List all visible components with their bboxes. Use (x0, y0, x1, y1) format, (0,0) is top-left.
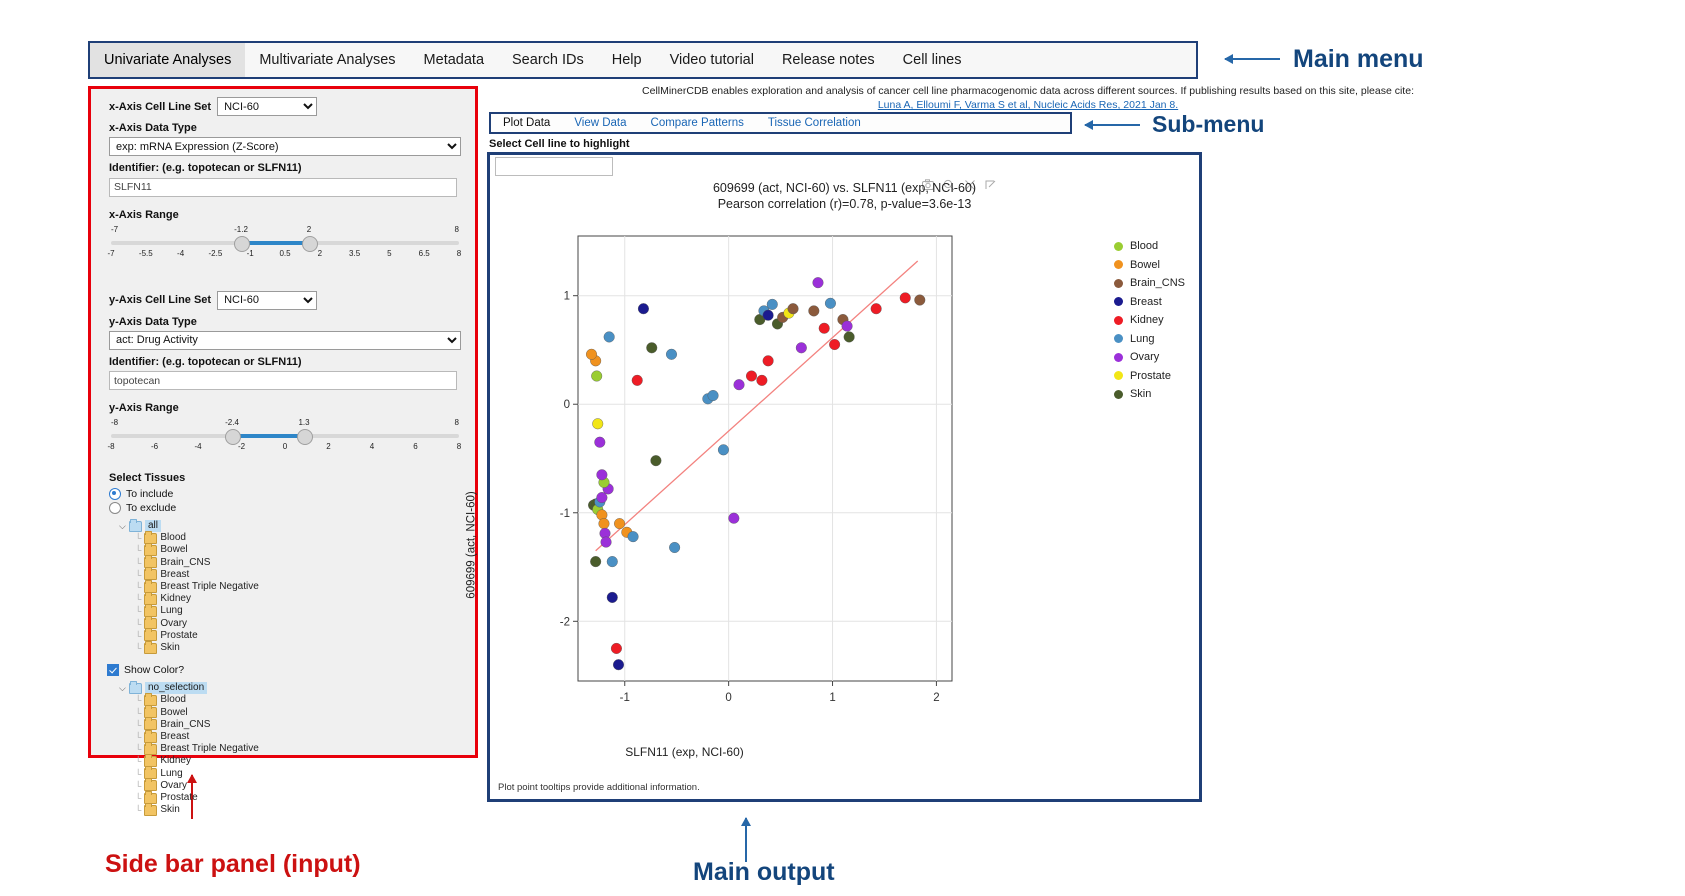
tissue-exclude-radio-row[interactable] (109, 502, 465, 514)
svg-text:-1: -1 (559, 507, 570, 520)
x-slider-value-min: -1.2 (234, 224, 248, 234)
x-cellline-row (109, 97, 465, 116)
show-color-label: Show Color? (124, 664, 185, 677)
svg-text:-1: -1 (619, 692, 630, 704)
tree-item-skin[interactable] (135, 642, 465, 654)
tree-item-label: Breast (160, 731, 190, 743)
legend-color-dot (1114, 390, 1123, 399)
slider-tick: -5.5 (138, 248, 153, 258)
select-tissues-title: Select Tissues (109, 472, 186, 484)
svg-text:-2: -2 (559, 616, 570, 629)
annotation-arrow-main-menu (1225, 58, 1280, 60)
y-axis-title: 609699 (act, NCI-60) (465, 491, 478, 599)
tissue-exclude-label: To exclude (126, 502, 177, 514)
x-range-label: x-Axis Range (109, 208, 179, 221)
tree-item-label: Brain_CNS (160, 556, 211, 568)
annotation-sub-menu: Sub-menu (1152, 111, 1265, 137)
tree-item-label: Breast Triple Negative (160, 743, 259, 755)
sub-menu-item-compare-patterns[interactable]: Compare Patterns (650, 117, 744, 129)
tree-item-ovary[interactable] (135, 780, 465, 792)
y-datatype-label: y-Axis Data Type (109, 315, 197, 328)
annotation-sidebar: Side bar panel (input) (105, 850, 361, 878)
annotation-main-menu: Main menu (1293, 45, 1424, 73)
tree-item-label: Prostate (160, 792, 198, 804)
slider-tick: 0 (282, 442, 288, 451)
legend-color-dot (1114, 371, 1123, 380)
slider-tick: -4 (194, 442, 202, 451)
tree-branch-icon: └ (135, 768, 142, 779)
tree-branch-icon: └ (135, 618, 142, 629)
tree-item-label: Lung (160, 605, 183, 617)
slider-tick: 5 (387, 248, 392, 258)
folder-icon (144, 582, 157, 593)
sub-menu-item-view-data[interactable]: View Data (574, 117, 627, 129)
main-menu-item-cell-lines[interactable]: Cell lines (902, 52, 962, 68)
slider-tick: 6.5 (418, 248, 430, 258)
legend-item-breast[interactable] (1114, 293, 1185, 312)
x-slider-fill (241, 241, 309, 245)
legend-label: Prostate (1129, 369, 1171, 382)
slider-tick: -1 (246, 248, 254, 258)
tree-item-brain_cns[interactable] (135, 557, 465, 569)
folder-icon (144, 630, 157, 641)
legend-color-dot (1114, 316, 1123, 325)
slider-tick: -8 (107, 442, 115, 451)
legend-color-dot (1114, 260, 1123, 269)
legend-item-brain_cns[interactable] (1114, 274, 1185, 293)
y-cellline-row (109, 291, 465, 310)
annotation-arrow-sub-menu (1085, 124, 1140, 126)
main-menu-item-search-ids[interactable]: Search IDs (512, 52, 584, 68)
tree-branch-icon: └ (135, 744, 142, 755)
svg-text:1: 1 (829, 692, 836, 704)
legend-color-dot (1114, 279, 1123, 288)
folder-icon (144, 643, 157, 654)
folder-icon (144, 780, 157, 791)
select-cell-input[interactable] (495, 157, 613, 176)
annotation-arrow-main-output (745, 818, 747, 862)
y-identifier-label: Identifier: (e.g. topotecan or SLFN11) (109, 355, 302, 368)
slider-tick: 6 (413, 442, 418, 451)
tree-branch-icon: └ (135, 695, 142, 706)
tree-item-blood[interactable] (135, 694, 465, 706)
tree-branch-icon: └ (135, 533, 142, 544)
tree-item-prostate[interactable] (135, 792, 465, 804)
legend-label: Skin (1129, 388, 1152, 401)
slider-tick: 0.5 (279, 248, 291, 258)
y-slider-value-max: 1.3 (298, 418, 310, 427)
tree-item-label: Lung (160, 767, 183, 779)
x-identifier-label: Identifier: (e.g. topotecan or SLFN11) (109, 162, 302, 174)
tree-item-prostate[interactable] (135, 630, 465, 642)
tree-item-label: Breast (160, 568, 190, 580)
tree-branch-icon: └ (135, 582, 142, 593)
tree-item-label: Kidney (160, 755, 191, 767)
folder-icon (144, 805, 157, 816)
tree-item-breast[interactable] (135, 731, 465, 743)
citation-link[interactable]: Luna A, Elloumi F, Varma S et al, Nucleic Acids Res, 2021 Jan 8. (877, 99, 1179, 112)
tree-item-label: Skin (160, 804, 180, 816)
slider-tick: -2 (237, 442, 246, 451)
tree-branch-icon: └ (135, 557, 142, 568)
sub-menu (489, 112, 1072, 134)
y-slider-value-min: -2.4 (225, 418, 239, 427)
main-output-panel (465, 152, 1202, 802)
tree-item-label: Kidney (160, 593, 191, 605)
tree-root-label: no_selection (145, 682, 207, 694)
x-datatype-label: x-Axis Data Type (109, 122, 197, 134)
main-menu-item-metadata[interactable]: Metadata (423, 52, 485, 68)
slider-tick: -2.5 (208, 248, 223, 258)
tree-root-label: all (145, 520, 161, 532)
tree-item-breast-triple-negative[interactable] (135, 581, 465, 593)
legend-item-kidney[interactable] (1114, 311, 1185, 330)
legend-label: Blood (1129, 240, 1159, 253)
tissue-include-label: To include (126, 488, 174, 500)
svg-text:0: 0 (725, 692, 732, 704)
scatter-plot-svg (490, 181, 1199, 771)
y-range-slider[interactable] (107, 418, 462, 458)
legend-item-lung[interactable] (1114, 330, 1185, 349)
main-menu (88, 41, 1198, 79)
y-cellline-select[interactable] (217, 291, 317, 310)
tree-item-label: Ovary (160, 617, 188, 629)
legend-item-bowel[interactable] (1114, 256, 1185, 275)
y-slider-ticks (107, 442, 462, 454)
legend-color-dot (1114, 334, 1123, 343)
svg-text:2: 2 (933, 692, 940, 704)
slider-tick: 2 (326, 442, 331, 451)
tree-item-label: Blood (160, 694, 186, 706)
y-datatype-row (109, 331, 465, 350)
y-identifier-input[interactable] (109, 371, 457, 390)
tree-item-bowel[interactable] (135, 707, 465, 719)
main-menu-item-univariate-analyses[interactable]: Univariate Analyses (90, 43, 245, 77)
x-slider-ticks (107, 248, 462, 261)
legend-item-prostate[interactable] (1114, 367, 1185, 386)
legend-label: Lung (1129, 332, 1155, 345)
y-slider-fill (232, 434, 304, 438)
tree-branch-icon: └ (135, 545, 142, 556)
x-cellline-label: x-Axis Cell Line Set (109, 100, 212, 113)
y-range-min-end: -8 (111, 418, 119, 427)
tree-branch-icon: └ (135, 594, 142, 605)
tree-item-lung[interactable] (135, 768, 465, 780)
slider-tick: 4 (369, 442, 375, 451)
svg-text:1: 1 (563, 290, 570, 303)
folder-icon (144, 719, 157, 730)
tree-branch-icon: └ (135, 780, 142, 791)
tree-item-label: Blood (160, 532, 186, 544)
tree-item-blood[interactable] (135, 532, 465, 544)
tree-item-kidney[interactable] (135, 593, 465, 605)
plot-title: 609699 (act, NCI-60) vs. SLFN11 (exp, NCI-60) (712, 181, 977, 195)
tree-branch-icon: └ (135, 643, 142, 654)
show-color-row[interactable] (107, 664, 465, 676)
folder-icon (144, 569, 157, 580)
legend-color-dot (1114, 353, 1123, 362)
tree-branch-icon: └ (135, 719, 142, 730)
tree-branch-icon: └ (135, 630, 142, 641)
tissue-tree-include[interactable] (109, 520, 465, 654)
citation-block (488, 84, 1568, 112)
legend-label: Bowel (1129, 258, 1160, 271)
tree-item-label: Bowel (160, 706, 188, 718)
slider-tick: 8 (456, 248, 462, 258)
tree-item-breast[interactable] (135, 569, 465, 581)
plot-legend (1114, 237, 1185, 404)
x-datatype-select[interactable] (109, 137, 461, 156)
legend-label: Kidney (1129, 314, 1164, 327)
legend-label: Breast (1129, 295, 1162, 308)
legend-label: Ovary (1129, 351, 1160, 364)
legend-item-ovary[interactable] (1114, 348, 1185, 367)
tree-branch-icon: └ (135, 732, 142, 743)
citation-text: CellMinerCDB enables exploration and analysis of cancer cell line pharmacogenomic data across different sources. If publishing results based on this site, please cite: (642, 85, 1414, 97)
y-cellline-label: y-Axis Cell Line Set (109, 294, 212, 306)
slider-tick: 8 (456, 442, 462, 451)
tree-root-no-selection[interactable] (119, 682, 465, 694)
tree-branch-icon: └ (135, 793, 142, 804)
tree-item-brain_cns[interactable] (135, 719, 465, 731)
tree-item-bowel[interactable] (135, 544, 465, 556)
tree-branch-icon: └ (135, 606, 142, 617)
y-range-max-end: 8 (454, 418, 459, 427)
x-range-min-end: -7 (111, 224, 119, 234)
tree-branch-icon: └ (135, 805, 142, 816)
tree-item-label: Skin (160, 642, 180, 654)
main-menu-item-help[interactable]: Help (611, 52, 642, 68)
radio-exclude-icon[interactable] (109, 502, 121, 514)
y-range-label: y-Axis Range (109, 402, 179, 414)
x-axis-title: SLFN11 (exp, NCI-60) (625, 745, 744, 759)
y-datatype-select[interactable] (109, 331, 461, 350)
svg-text:0: 0 (563, 399, 570, 412)
tree-item-label: Bowel (160, 544, 188, 556)
radio-include-icon[interactable] (109, 488, 121, 500)
x-slider-value-max: 2 (306, 224, 312, 234)
select-cell-label: Select Cell line to highlight (489, 138, 630, 150)
tree-item-label: Prostate (160, 629, 198, 641)
legend-item-skin[interactable] (1114, 385, 1185, 404)
x-cellline-select[interactable] (217, 97, 317, 116)
legend-color-dot (1114, 242, 1123, 251)
scatter-plot (490, 181, 1199, 771)
tree-branch-icon: └ (135, 707, 142, 718)
folder-icon (129, 521, 142, 532)
tree-branch-icon: └ (135, 569, 142, 580)
x-range-slider[interactable] (107, 224, 462, 265)
main-menu-item-release-notes[interactable]: Release notes (781, 52, 875, 68)
slider-tick: 3.5 (349, 248, 361, 258)
main-menu-item-multivariate-analyses[interactable]: Multivariate Analyses (259, 52, 396, 68)
tree-item-label: Ovary (160, 779, 188, 791)
plot-footer-note: Plot point tooltips provide additional information. (498, 782, 700, 793)
tree-root-all[interactable] (119, 520, 465, 532)
tree-expander-icon[interactable]: ⌵ (119, 682, 126, 693)
legend-color-dot (1114, 297, 1123, 306)
sub-menu-item-plot-data[interactable]: Plot Data (503, 117, 551, 129)
folder-icon (129, 683, 142, 694)
sidebar-panel (88, 86, 478, 816)
tree-item-ovary[interactable] (135, 618, 465, 630)
plot-subtitle: Pearson correlation (r)=0.78, p-value=3.6e-13 (717, 197, 972, 211)
tree-expander-icon[interactable]: ⌵ (119, 520, 126, 531)
x-range-max-end: 8 (454, 224, 459, 234)
annotation-main-output: Main output (693, 858, 835, 886)
tree-branch-icon: └ (135, 756, 142, 767)
slider-tick: -7 (107, 248, 115, 258)
legend-item-blood[interactable] (1114, 237, 1185, 256)
folder-icon (144, 732, 157, 743)
sub-menu-item-tissue-correlation[interactable]: Tissue Correlation (767, 117, 861, 129)
tissue-include-radio-row[interactable] (109, 488, 465, 500)
tree-item-label: Brain_CNS (160, 718, 211, 730)
x-datatype-row (109, 137, 465, 156)
tree-item-label: Breast Triple Negative (160, 581, 259, 593)
slider-tick: 2 (317, 248, 323, 258)
tree-item-lung[interactable] (135, 605, 465, 617)
show-color-checkbox[interactable] (107, 664, 119, 676)
main-menu-item-video-tutorial[interactable]: Video tutorial (669, 52, 754, 68)
slider-tick: -6 (150, 442, 159, 451)
tree-item-skin[interactable] (135, 804, 465, 816)
slider-tick: -4 (177, 248, 185, 258)
legend-label: Brain_CNS (1129, 277, 1185, 290)
x-identifier-input[interactable] (109, 178, 457, 197)
